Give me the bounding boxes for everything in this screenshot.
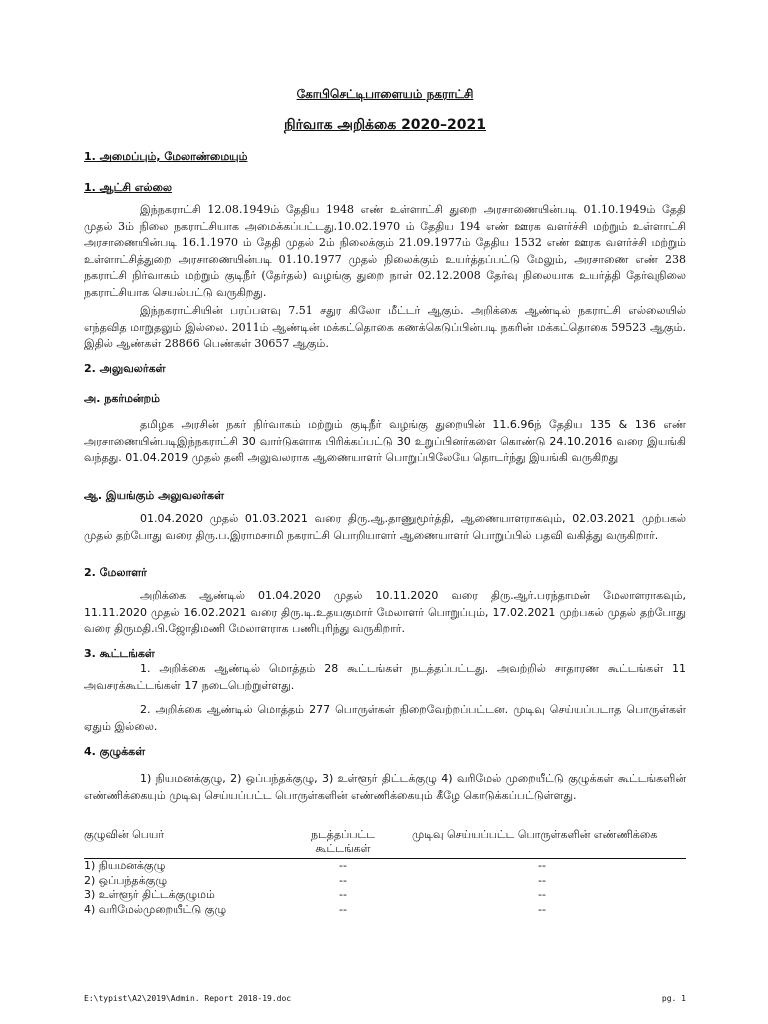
paragraph-jurisdiction: இந்நகராட்சி 12.08.1949ம் தேதிய 1948 எண் உள்ளாட்சி துறை அரசாணையின்படி 01.10.1949ம் தேதி முதல் 3ம் நிலை நகராட்சியாக அமைக்கப்பட்டது.10.02.1970 ம் தேதிய 194 எண் ஊரக வளர்ச்சி மற்றும் உள்ளாட்சி அரசாணையின்படி 16.1.1970 ம் தேதி முதல் 2ம் நிலைக்கும் 21.09.1977ம் தேதிய 1532 எண் ஊரக வளர்ச்சி மற்றும் உள்ளாட்சித்துறை அரசாணையின்படி 01.10.1977 முதல் நிலைக்கும் உயர்த்தப்பட்டு மேலும், அரசாணை எண் 238 நகராட்சி நிர்வாகம் மற்றும் குடிநீர் (தேர்தல்) வழங்கு துறை நாள் 02.12.2008 தேர்வு நிலையாக உயர்த்தி தேர்வுநிலை நகராட்சியாக செயல்பட்டு வருகிறது. — [84, 203, 686, 299]
header-resolutions-decided: முடிவு செய்யப்பட்ட பொருள்களின் எண்ணிக்கை — [402, 827, 686, 859]
table-cell: 3) உள்ளூர் திட்டக்குழுமம் — [84, 888, 215, 901]
table-header-row — [84, 827, 686, 859]
table-cell: -- — [538, 902, 546, 916]
table-cell: -- — [339, 873, 347, 887]
table-cell: 1) நியமனக்குழு — [84, 859, 166, 872]
header-meetings-held: நடத்தப்பட்ட கூட்டங்கள் — [288, 827, 402, 859]
section-4-heading: 4. குழுக்கள் — [84, 745, 146, 758]
table-cell: -- — [339, 859, 347, 872]
table-row — [84, 903, 686, 918]
header-committee-name: குழுவின் பெயர் — [84, 827, 288, 859]
table-cell: -- — [538, 888, 546, 901]
table-cell: -- — [339, 888, 347, 901]
document-subtitle: நிர்வாக அறிக்கை 2020–2021 — [283, 117, 486, 133]
table-cell: 4) வரிமேல்முறையீட்டு குழு — [84, 902, 227, 916]
table-row — [84, 874, 686, 889]
table-cell: 2) ஒப்பந்தக்குழு — [84, 873, 168, 887]
table-cell: -- — [339, 902, 347, 916]
table-cell: -- — [538, 859, 546, 872]
table-cell: -- — [538, 873, 546, 887]
paragraph-committees: 1) நியமனக்குழு, 2) ஒப்பந்தக்குழு, 3) உள்ளூர் திட்டக்குழு 4) வரிமேல் முறையீட்டு குழுக்கள் கூட்டங்களின் எண்ணிக்கையும் முடிவு செய்யப்பட்ட பொருள்களின் எண்ணிக்கையும் கீழே கொடுக்கப்பட்டுள்ளது. — [84, 772, 686, 802]
section-2b-heading: ஆ. இயங்கும் அலுவலர்கள் — [84, 489, 225, 502]
section-3-heading: 3. கூட்டங்கள் — [84, 647, 155, 660]
paragraph-area-population: இந்நகராட்சியின் பரப்பளவு 7.51 சதுர கிலோ மீட்டர் ஆகும். அறிக்கை ஆண்டில் நகராட்சி எல்லையில் எந்தவித மாறுதலும் இல்லை. 2011ம் ஆண்டின் மக்கட்தொகை கணக்கெடுப்பின்படி நகரின் மக்கட்தொகை 59523 ஆகும். இதில் ஆண்கள் 28866 பெண்கள் 30657 ஆகும். — [84, 304, 686, 350]
table-row — [84, 888, 686, 903]
paragraph-resolutions: 2. அறிக்கை ஆண்டில் மொத்தம் 277 பொருள்கள் நிறைவேற்றப்பட்டன. முடிவு செய்யப்படாத பொருள்கள் ஏதும் இல்லை. — [84, 703, 686, 733]
table-row — [84, 859, 686, 874]
footer-page-number: pg. 1 — [661, 994, 686, 1003]
section-2-heading: 2. அலுவலர்கள் — [84, 362, 166, 375]
paragraph-officers: 01.04.2020 முதல் 01.03.2021 வரை திரு.ஆ.தாணுமூர்த்தி, ஆணையாளராகவும், 02.03.2021 முற்பகல் முதல் தற்போது வரை திரு.ப.இராமசாமி நகராட்சி பொறியாளர் ஆணையாளர் பொறுப்பில் பதவி வகித்து வருகிறார். — [84, 512, 686, 542]
committee-table — [84, 827, 686, 917]
section-1-heading: 1. அமைப்பும், மேலாண்மையும் — [84, 150, 248, 163]
section-2c-heading: 2. மேலாளர் — [84, 566, 147, 579]
section-2a-heading: அ. நகர்மன்றம் — [84, 392, 160, 405]
section-1a-heading: 1. ஆட்சி எல்லை — [84, 181, 173, 194]
footer-file-path: E:\typist\A2\2019\Admin. Report 2018-19.doc — [84, 994, 292, 1003]
paragraph-manager: அறிக்கை ஆண்டில் 01.04.2020 முதல் 10.11.2020 வரை திரு.ஆர்.பரந்தாமன் மேலாளராகவும், 11.11.2020 முதல் 16.02.2021 வரை திரு.டி.உதயகுமார் மேலாளர் பொறுப்பும், 17.02.2021 முற்பகல் முதல் தற்போது வரை திருமதி.பி.ஜோதிமணி மேலாளராக பணிபுரிந்து வருகிறார். — [84, 589, 686, 635]
document-title: கோபிசெட்டிபாளையம் நகராட்சி — [296, 87, 474, 101]
paragraph-meetings-count: 1. அறிக்கை ஆண்டில் மொத்தம் 28 கூட்டங்கள் நடத்தப்பட்டது. அவற்றில் சாதாரண கூட்டங்கள் 11 அவசரக்கூட்டங்கள் 17 நடைபெற்றுள்ளது. — [84, 662, 686, 692]
paragraph-council: தமிழக அரசின் நகர் நிர்வாகம் மற்றும் குடிநீர் வழங்கு துறையின் 11.6.96ந் தேதிய 135 & 136 எண் அரசாணையின்படிஇந்நகராட்சி 30 வார்டுகளாக பிரிக்கப்பட்டு 30 உறுப்பினர்களை கொண்டு 24.10.2016 வரை இயங்கி வந்தது. 01.04.2019 முதல் தனி அலுவலராக ஆணையாளர் பொறுப்பிலேயே தொடர்ந்து இயங்கி வருகிறது — [84, 418, 686, 464]
